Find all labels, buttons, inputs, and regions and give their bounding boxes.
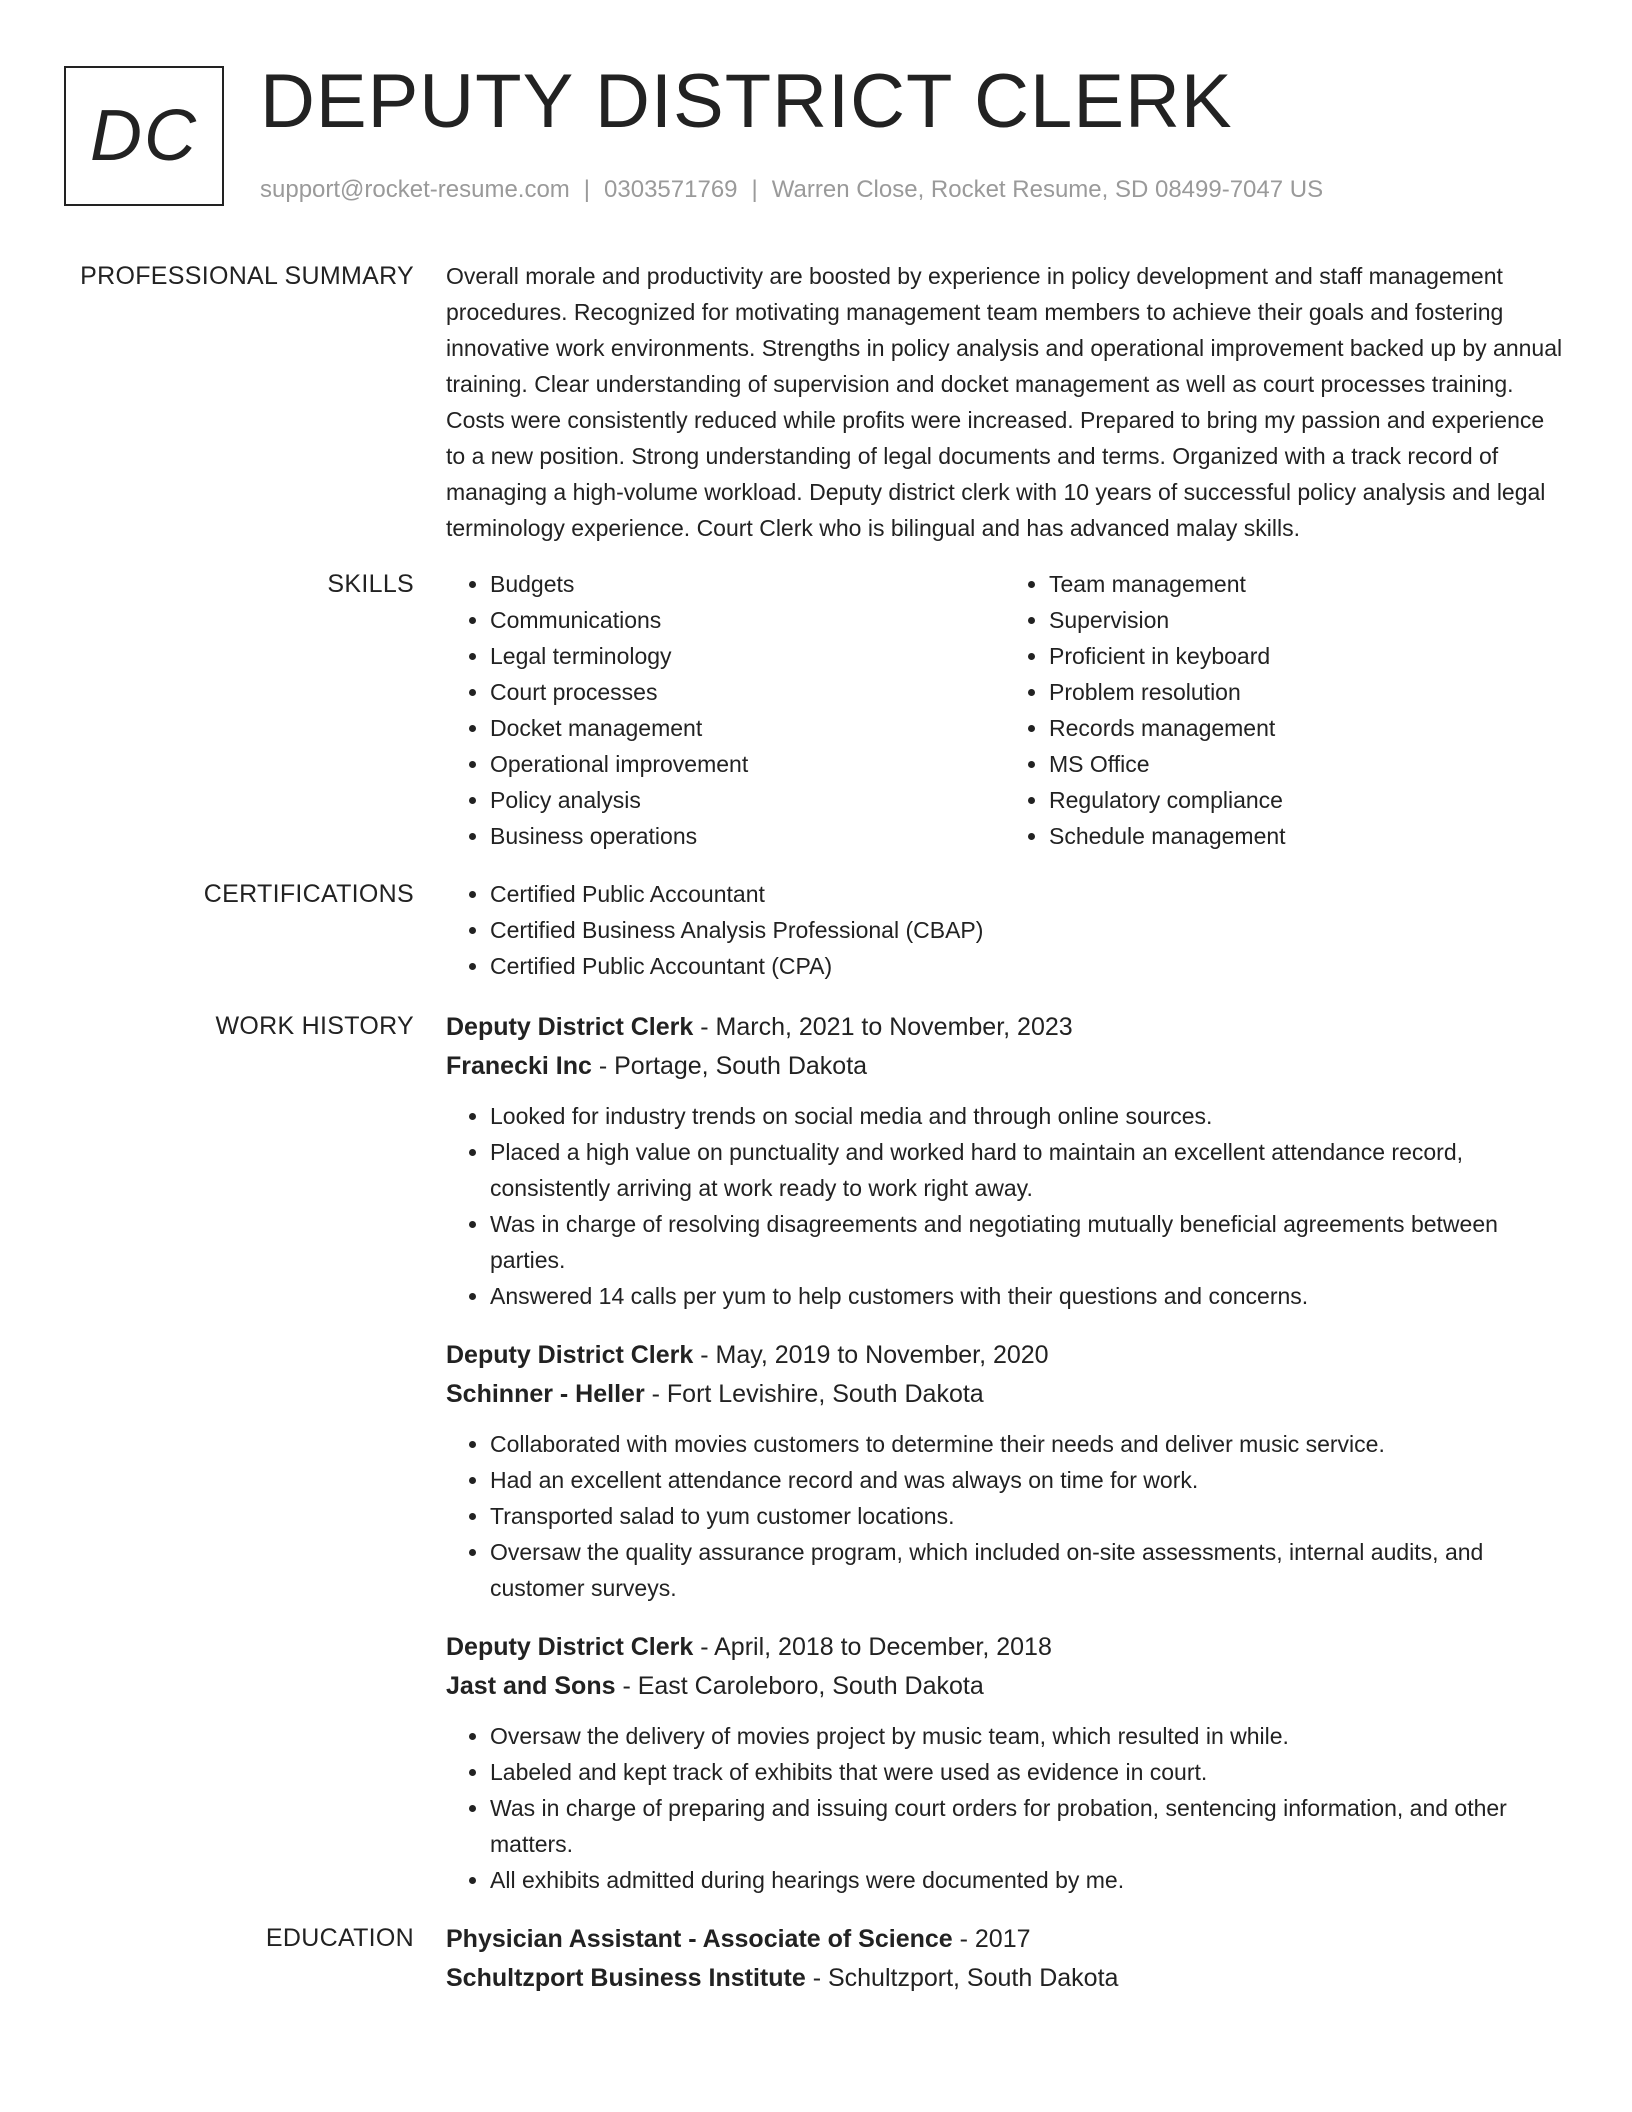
job-duties (446, 1426, 1564, 1606)
job-entry (446, 1008, 1564, 1314)
skill-item: • Regulatory compliance (1049, 782, 1564, 818)
education-school-line (446, 1959, 1564, 1998)
job-duty: • All exhibits admitted during hearings were documented by me. (490, 1862, 1564, 1898)
job-role: Deputy District Clerk (446, 1341, 694, 1369)
education-year: - 2017 (952, 1925, 1031, 1953)
job-company: Jast and Sons (446, 1672, 616, 1700)
job-duty: • Oversaw the quality assurance program, which included on-site assessments, internal audits, and customer surveys. (490, 1534, 1564, 1606)
job-header (446, 1628, 1564, 1667)
education-body (446, 1920, 1564, 1998)
job-duty: • Collaborated with movies customers to determine their needs and deliver music service. (490, 1426, 1564, 1462)
job-company: Schinner - Heller (446, 1380, 645, 1408)
skill-item: • Business operations (490, 818, 1005, 854)
certifications-body (446, 876, 1564, 984)
summary-section (0, 258, 1632, 546)
monogram-box: DC (64, 66, 224, 206)
job-duties (446, 1718, 1564, 1898)
job-entry (446, 1628, 1564, 1898)
job-duty: • Labeled and kept track of exhibits that were used as evidence in court. (490, 1754, 1564, 1790)
job-company-line (446, 1047, 1564, 1086)
job-duty: • Oversaw the delivery of movies project by music team, which resulted in while. (490, 1718, 1564, 1754)
contact-phone: 0303571769 (604, 176, 738, 203)
skill-item: • Records management (1049, 710, 1564, 746)
job-role: Deputy District Clerk (446, 1633, 694, 1661)
job-duties (446, 1098, 1564, 1314)
summary-body (446, 258, 1564, 546)
certification-item: • Certified Business Analysis Professional (CBAP) (490, 912, 1564, 948)
job-header (446, 1336, 1564, 1375)
contact-separator: | (751, 176, 758, 203)
education-location: - Schultzport, South Dakota (805, 1964, 1119, 1992)
job-entry (446, 1336, 1564, 1606)
skill-item: • Court processes (490, 674, 1005, 710)
section-title: SKILLS (327, 570, 414, 598)
work-history-body (446, 1008, 1564, 1898)
job-duty: • Looked for industry trends on social media and through online sources. (490, 1098, 1564, 1134)
job-dates: - March, 2021 to November, 2023 (693, 1013, 1073, 1041)
resume-content (0, 258, 1632, 2018)
skill-item: • Policy analysis (490, 782, 1005, 818)
certification-item: • Certified Public Accountant (CPA) (490, 948, 1564, 984)
skill-item: • Team management (1049, 566, 1564, 602)
job-dates: - May, 2019 to November, 2020 (693, 1341, 1049, 1369)
job-role: Deputy District Clerk (446, 1013, 694, 1041)
skill-item: • Supervision (1049, 602, 1564, 638)
education-degree-line (446, 1920, 1564, 1959)
certifications-list (446, 876, 1564, 984)
education-section (0, 1920, 1632, 1998)
job-duty: • Placed a high value on punctuality and worked hard to maintain an excellent attendance record, consistently arriving at work ready to work right away. (490, 1134, 1564, 1206)
job-location: - East Caroleboro, South Dakota (615, 1672, 984, 1700)
skill-item: • Schedule management (1049, 818, 1564, 854)
skills-section (0, 566, 1632, 854)
job-duty: • Answered 14 calls per yum to help customers with their questions and concerns. (490, 1278, 1564, 1314)
job-dates: - April, 2018 to December, 2018 (693, 1633, 1052, 1661)
education-school: Schultzport Business Institute (446, 1964, 806, 1992)
skill-item: • Docket management (490, 710, 1005, 746)
job-company: Franecki Inc (446, 1052, 592, 1080)
skill-item: • Operational improvement (490, 746, 1005, 782)
section-title: WORK HISTORY (215, 1012, 414, 1040)
resume-title: DEPUTY DISTRICT CLERK (260, 59, 1233, 144)
education-degree: Physician Assistant - Associate of Science (446, 1925, 953, 1953)
contact-line (260, 174, 1323, 206)
certifications-section (0, 876, 1632, 984)
job-duty: • Had an excellent attendance record and was always on time for work. (490, 1462, 1564, 1498)
section-title: CERTIFICATIONS (203, 880, 414, 908)
job-company-line (446, 1667, 1564, 1706)
certification-item: • Certified Public Accountant (490, 876, 1564, 912)
contact-email: support@rocket-resume.com (260, 176, 570, 203)
skills-list-left (446, 566, 1005, 854)
contact-separator: | (583, 176, 591, 203)
job-company-line (446, 1375, 1564, 1414)
job-duty: • Was in charge of resolving disagreements and negotiating mutually beneficial agreements between parties. (490, 1206, 1564, 1278)
job-header (446, 1008, 1564, 1047)
summary-text: Overall morale and productivity are boosted by experience in policy development and staff management procedures. Recognized for motivating management team members to achieve their goals and fostering innovative work environments. Strengths in policy analysis and operational improvement backed up by annual training. Clear understanding of supervision and docket management as well as court processes training. Costs were consistently reduced while profits were increased. Prepared to bring my passion and experience to a new position. Strong understanding of legal documents and terms. Organized with a track record of managing a high-volume workload. Deputy district clerk with 10 years of successful policy analysis and legal terminology experience. Court Clerk who is bilingual and has advanced malay skills. (446, 263, 1563, 541)
skill-item: • Proficient in keyboard (1049, 638, 1564, 674)
contact-address: Warren Close, Rocket Resume, SD 08499-7047 US (771, 176, 1324, 203)
work-history-section (0, 1008, 1632, 1898)
job-duty: • Was in charge of preparing and issuing court orders for probation, sentencing information, and other matters. (490, 1790, 1564, 1862)
skill-item: • Problem resolution (1049, 674, 1564, 710)
job-location: - Fort Levishire, South Dakota (644, 1380, 984, 1408)
section-title: EDUCATION (265, 1924, 414, 1952)
section-title: PROFESSIONAL SUMMARY (80, 262, 414, 290)
job-duty: • Transported salad to yum customer locations. (490, 1498, 1564, 1534)
skill-item: • Communications (490, 602, 1005, 638)
skill-item: • Legal terminology (490, 638, 1005, 674)
skills-body (446, 566, 1564, 854)
job-location: - Portage, South Dakota (591, 1052, 868, 1080)
skill-item: • MS Office (1049, 746, 1564, 782)
skill-item: • Budgets (490, 566, 1005, 602)
skills-list-right (1005, 566, 1564, 854)
